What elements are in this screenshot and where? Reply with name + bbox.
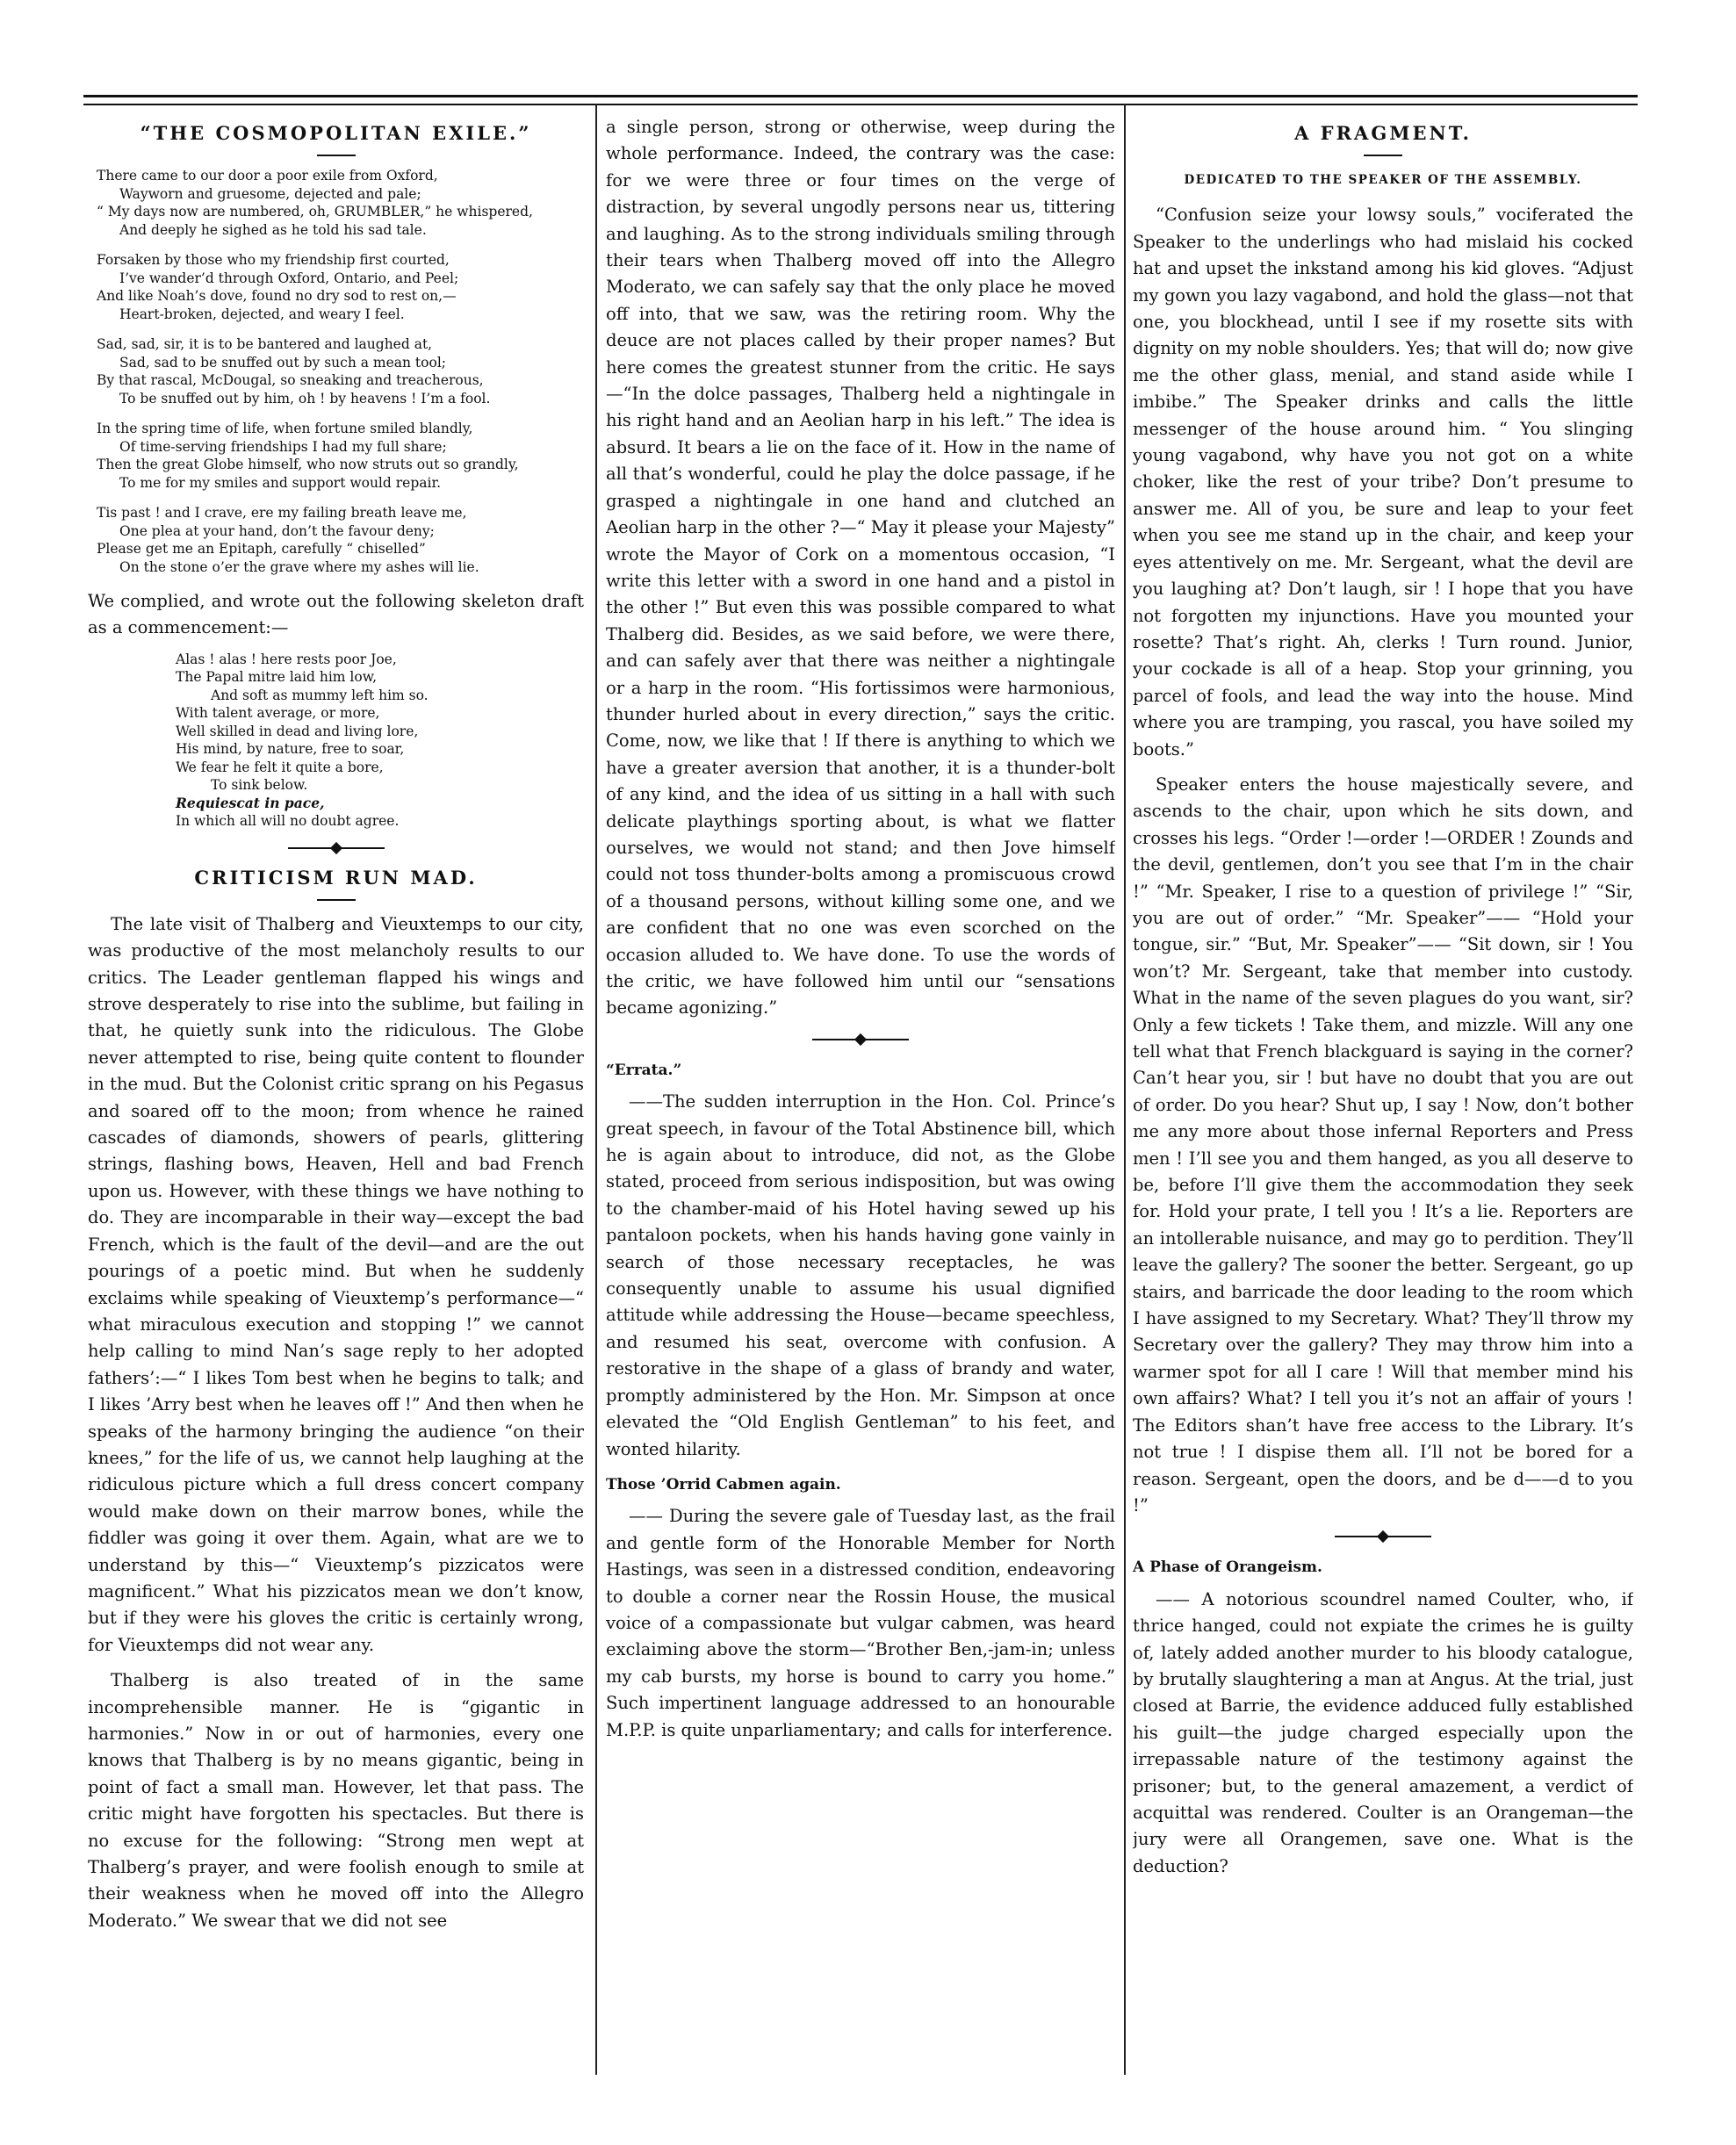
verse-line: In the spring time of life, when fortune smiled blandly, [97,421,473,436]
verse-line: Forsaken by those who my friendship first courted, [97,252,450,268]
verse-line: Heart-broken, dejected, and weary I feel. [119,306,405,322]
verse-line: Alas ! alas ! here rests poor Joe, [176,651,397,667]
verse-line: One plea at your hand, don’t the favour deny; [119,522,435,539]
verse-line: “ My days now are numbered, oh, GRUMBLER,” he whispered, [97,204,533,220]
verse-line: And like Noah’s dove, found no dry sod to rest on,— [97,288,457,304]
verse-line: Sad, sad to be snuffed out by such a mean tool; [119,354,447,371]
stanza [97,167,584,239]
stanza [97,251,584,323]
fragment-paragraph: Speaker enters the house majestically severe, and ascends to the chair, upon which he sits down, and crosses his legs. “Order !—order !—ORDER ! Zounds and the devil, gentlemen, don’t you see that I’m in the chair !” “Mr. Speaker, I rise to a question of privilege !” “Sir, you are out of order.” “Mr. Speaker”—— “Hold your tongue, sir.” “But, Mr. Speaker”—— “Sit down, sir ! You won’t? Mr. Sergeant, take that member into custody. What in the name of the seven plagues do you want, sir? Only a few tickets ! Take them, and mizzle. Will any one tell what that French blackguard is saying in the corner? Can’t hear you, sir ! but have no doubt that you are out of order. Do you hear? Shut up, I say ! Now, don’t bother me any more about those infernal Reporters and Press men ! I’ll see you and them hanged, as you all deserve to be, before I’ll give them the accommodation they seek for. Hold your prate, I tell you ! It’s a lie. Reporters are an intollerable nuisance, and may go to perdition. They’ll leave the gallery? The sooner the better. Sergeant, go up stairs, and barricade the door leading to the room which I have assigned to my Secretary. What? They’ll throw my Secretary over the gallery? They may throw him into a warmer spot for all I care ! Will that member mind his own affairs? What? I tell you it’s not an affair of yours ! The Editors shan’t have free access to the Library. It’s not true ! I dispise them all. I’ll not be bored for a reason. Sergeant, open the doors, and be d——d to you !” [1133,774,1633,1515]
exile-poem [97,167,584,576]
column-1 [88,114,584,2072]
fragment-title: A FRAGMENT. [1294,122,1472,144]
stanza [97,504,584,576]
verse-line: By that rascal, McDougal, so sneaking and treacherous, [97,372,484,388]
errata-text: ——The sudden interruption in the Hon. Col. Prince’s great speech, in favour of the Total Abstinence bill, which he is again about to introduce, did not, as the Globe stated, proceed from serious indisposition, but was owing to the chamber-maid of his Hotel having sewed up his pantaloon pockets, when his hands having gone vainly in search of those necessary receptacles, he was consequently unable to assume his usual dignified attitude while addressing the House—became speechless, and resumed his seat, overcome with confusion. A restorative in the shape of a glass of brandy and water, promptly administered by the Hon. Mr. Simpson at once elevated the “Old English Gentleman” to his feet, and wonted hilarity. [606,1091,1115,1459]
column-rule-1 [595,104,597,2075]
criticism-continued: a single person, strong or otherwise, weep during the whole performance. Indeed, the contrary was the case: for we were three or four times on the verge of distraction, by several ungodly persons near us, tittering and laughing. As to the strong individuals smiling through their tears when Thalberg moved off into the Allegro Moderato, we can safely say that the only place he moved off into, that we saw, was the retiring room. Why the deuce are not places called by their proper names? But here comes the greatest stunner from the critic. He says—“In the dolce passages, Thalberg held a nightingale in his right hand and an Aeolian harp in his left.” The idea is absurd. It bears a lie on the face of it. How in the name of all that’s wonderful, could he play the dolce passage, if he grasped a nightingale in one hand and clutched an Aeolian harp in the other ?—“ May it please your Majesty” wrote the Mayor of Cork on a momentous occasion, “I write this letter with a sword in one hand and a pistol in the other !” But even this was possible compared to what Thalberg did. Besides, as we said before, we were there, and can safely aver that there was neither a nightingale or a harp in the room. “His fortissimos were harmonious, thunder hurled about in every direction,” says the critic. Come, now, we like that ! If there is anything to which we have a greater aversion that another, it is a thunder-bolt of any kind, and the idea of us sitting in a hall with such delicate playthings sporting about, is what we flatter ourselves, we would not stand; and then Jove himself could not toss thunder-bolts among a promiscuous crowd of a thousand persons, without killing some one, and we are confident that no one was even scorched on the occasion alluded to. We have done. To use the words of the critic, we have followed him until our “sensations became agonizing.” [606,117,1115,1019]
orangeism-text: —— A notorious scoundrel named Coulter, who, if thrice hanged, could not expiate the crimes he is guilty of, lately added another murder to his bloody catalogue, by brutally slaughtering a man at Angus. At the trial, just closed at Barrie, the evidence adduced fully established his guilt—the judge charged especially upon the irrepassable nature of the testimony against the prisoner; but, to the general amazement, a verdict of acquittal was rendered. Coulter is an Orangeman—the jury were all Orangemen, save one. What is the deduction? [1133,1588,1633,1876]
section-ornament [288,843,385,853]
stanza [97,335,584,407]
verse-line: Requiescat in pace, [176,794,325,811]
section-ornament [812,1034,909,1045]
orangeism-head: A Phase of Orangeism. [1133,1558,1322,1577]
fragment-paragraph: “Confusion seize your lowsy souls,” vociferated the Speaker to the underlings who had mislaid his cocked hat and upset the inkstand among his kid gloves. “Adjust my gown you lazy vagabond, and hold the glass—not that one, you blockhead, until I see if my rosette sits with dignity on my noble shoulders. Yes; that will do; now give me the other glass, menial, and stand aside while I imbibe.” The Speaker drinks and calls the little messenger of the house around him. “ You slinging young vagabond, why have you not got on a white choker, like the rest of your tribe? Don’t presume to answer me. All of you, be sure and leap to your feet when you see me stand up in the chair, and keep your eyes attentively on me. Mr. Sergeant, what the devil are you laughing at? Don’t laugh, sir ! I hope that you have not forgotten my injunctions. Have you mounted your rosette? That’s right. Ah, clerks ! Turn round. Junior, your cockade is all of a heap. Stop your grinning, you parcel of fools, and lead the way into the house. Mind where you are tramping, you rascal, you have soiled my boots.” [1133,205,1633,759]
verse-line: Well skilled in dead and living lore, [176,723,419,739]
verse-line: To me for my smiles and support would repair. [119,474,442,491]
title-rule [317,899,356,901]
verse-line: The Papal mitre laid him low, [176,669,378,686]
verse-line: And soft as mummy left him so. [211,687,429,703]
verse-line: Tis past ! and I crave, ere my failing breath leave me, [97,505,467,521]
exile-after: We complied, and wrote out the following skeleton draft as a commencement:— [88,591,584,638]
criticism-paragraph: Thalberg is also treated of in the same incomprehensible manner. He is “gigantic in harmonies.” Now in or out of harmonies, every one knows that Thalberg is by no means gigantic, being in point of fact a small man. However, let that pass. The critic might have forgotten his spectacles. But there is no excuse for the following: “Strong men wept at Thalberg’s prayer, and were foolish enough to smile at their weakness when he moved off into the Allegro Moderato.” We swear that we did not see [88,1670,584,1931]
column-rule-2 [1124,104,1126,2075]
title-rule [317,155,356,156]
criticism-title: CRITICISM RUN MAD. [194,866,478,889]
section-ornament [1335,1531,1431,1542]
cabmen-text: —— During the severe gale of Tuesday last, as the frail and gentle form of the Honorable Member for North Hastings, was seen in a distressed condition, endeavoring to double a corner near the Rossin House, the musical voice of a compassionate but vulgar cabmen, was heard exclaiming above the storm—“Brother Ben,-jam-in; unless my cab bursts, my horse is bound to carry you home.” Such impertinent language addressed to an honourable M.P.P. is quite unparliamentary; and calls for interference. [606,1506,1115,1740]
verse-line: There came to our door a poor exile from Oxford, [97,168,438,184]
criticism-paragraph: The late visit of Thalberg and Vieuxtemps to our city, was productive of the most melancholy results to our critics. The Leader gentleman flapped his wings and strove desperately to rise into the sublime, but failing in that, he quietly sunk into the ridiculous. The Globe never attempted to rise, being quite content to flounder in the mud. But the Colonist critic sprang on his Pegasus and soared off to the moon; from whence he rained cascades of diamonds, showers of pearls, glittering strings, flashing bows, Heaven, Hell and bad French upon us. However, with these things we have nothing to do. They are incomparable in their way—except the bad French, which is the fault of the devil—and are the out pourings of a poetic mind. But when he suddenly exclaims while speaking of Vieuxtemp’s performance—“ what miraculous execution and stopping !” we cannot help calling to mind Nan’s sage reply to her adopted fathers’:—“ I likes Tom best when he begins to talk; and I likes ’Arry best when he leaves off !” And then when he speaks of the harmony bringing the audience “on their knees,” for the life of us, we cannot help laughing at the ridiculous picture which a full dress concert company would make down on their marrow bones, while the fiddler was going it over them. Again, what are we to understand by this—“ Vieuxtemp’s pizzicatos were magnificent.” What his pizzicatos mean we don’t know, but if they were his gloves the critic is certainly wrong, for Vieuxtemps did not wear any. [88,913,584,1655]
column-3 [1133,114,1633,2072]
verse-line: His mind, by nature, free to soar, [176,741,405,758]
verse-line: Then the great Globe himself, who now struts out so grandly, [97,457,519,472]
verse-line: In which all will no doubt agree. [176,813,400,830]
verse-line: Of time-serving friendships I had my full share; [119,438,447,455]
verse-line: Please get me an Epitaph, carefully “ chiselled” [97,541,426,557]
cabmen-head: Those ’Orrid Cabmen again. [606,1475,841,1494]
verse-line: Sad, sad, sir, it is to be bantered and laughed at, [97,336,433,352]
errata-head: “Errata.” [606,1061,682,1079]
exile-title: “THE COSMOPOLITAN EXILE.” [140,122,532,144]
top-double-rule [83,95,1638,105]
verse-line: We fear he felt it quite a bore, [176,759,384,775]
verse-line: To sink below. [211,777,308,794]
fragment-subtitle: DEDICATED TO THE SPEAKER OF THE ASSEMBLY. [1184,173,1582,187]
title-rule [1364,155,1402,156]
verse-line: I’ve wander’d through Oxford, Ontario, and Peel; [119,270,459,286]
verse-line: Wayworn and gruesome, dejected and pale; [119,185,421,202]
verse-line: With talent average, or more, [176,705,380,722]
verse-line: And deeply he sighed as he told his sad tale. [119,221,427,238]
epitaph [176,651,584,831]
stanza [97,420,584,492]
verse-line: To be snuffed out by him, oh ! by heavens ! I’m a fool. [119,390,491,407]
verse-line: On the stone o’er the grave where my ashes will lie. [119,558,479,575]
column-2 [606,114,1115,2072]
